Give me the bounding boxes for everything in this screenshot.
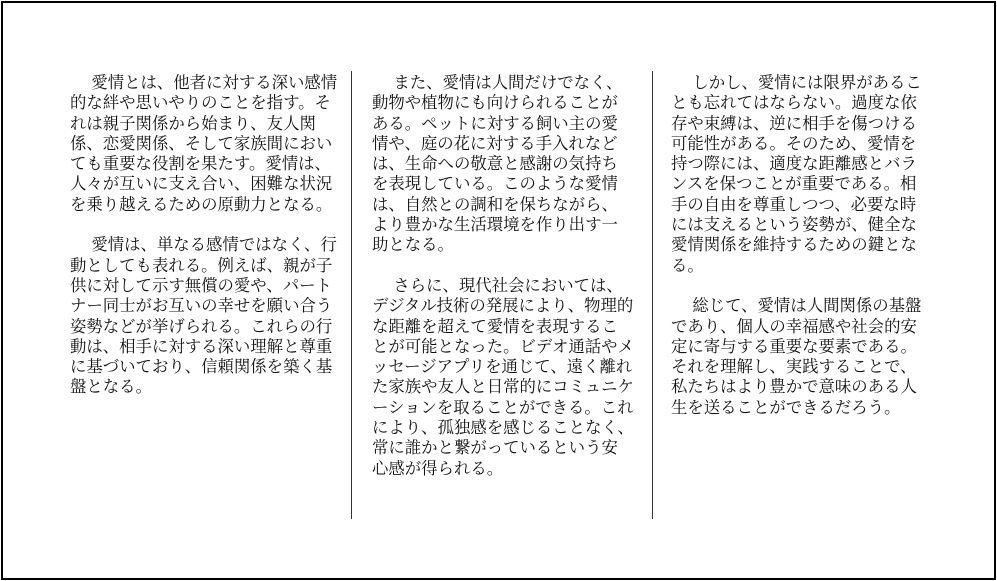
text-column-2 (372, 73, 634, 499)
paragraph: さらに、現代社会においては、デジタル技術の発展により、物理的な距離を超えて愛情を表現することが可能となった。ビデオ通話やメッセージアプリを通じて、遠く離れた家族や友人と日常的にコミュニケーションを取ることができる。これにより、孤独感を感じることなく、常に誰かと繋がっているという安心感が得られる。 (372, 275, 634, 478)
paragraph: しかし、愛情には限界があることも忘れてはならない。過度な依存や束縛は、逆に相手を傷つける可能性がある。そのため、愛情を持つ際には、適度な距離感とバランスを保つことが重要である。相手の自由を尊重しつつ、必要な時には支えるという姿勢が、健全な愛情関係を維持するための鍵となる。 (671, 73, 922, 275)
paragraph: 愛情とは、他者に対する深い感情的な絆や思いやりのことを指す。それは親子関係から始まり、友人関係、恋愛関係、そして家族間においても重要な役割を果たす。愛情は、人々が互いに支え合い、困難な状況を乗り越えるための原動力となる。 (70, 73, 338, 214)
page-frame (1, 1, 996, 580)
column-divider (652, 71, 653, 519)
paragraph: また、愛情は人間だけでなく、動物や植物にも向けられることがある。ペットに対する飼い主の愛情や、庭の花に対する手入れなどは、生命への敬意と感謝の気持ちを表現している。このような愛情は、自然との調和を保ちながら、より豊かな生活環境を作り出す一助となる。 (372, 73, 623, 255)
paragraph: 総じて、愛情は人間関係の基盤であり、個人の幸福感や社会的安定に寄与する重要な要素である。それを理解し、実践することで、私たちはより豊かで意味のある人生を送ることができるだろう。 (671, 296, 922, 417)
paragraph: 愛情は、単なる感情ではなく、行動としても表れる。例えば、親が子供に対して示す無償の愛や、パートナー同士がお互いの幸せを願い合う姿勢などが挙げられる。これらの行動は、相手に対する深い理解と尊重に基づいており、信頼関係を築く基盤となる。 (70, 235, 337, 397)
text-column-1 (70, 73, 340, 418)
column-divider (351, 71, 352, 519)
text-column-3 (671, 73, 931, 438)
